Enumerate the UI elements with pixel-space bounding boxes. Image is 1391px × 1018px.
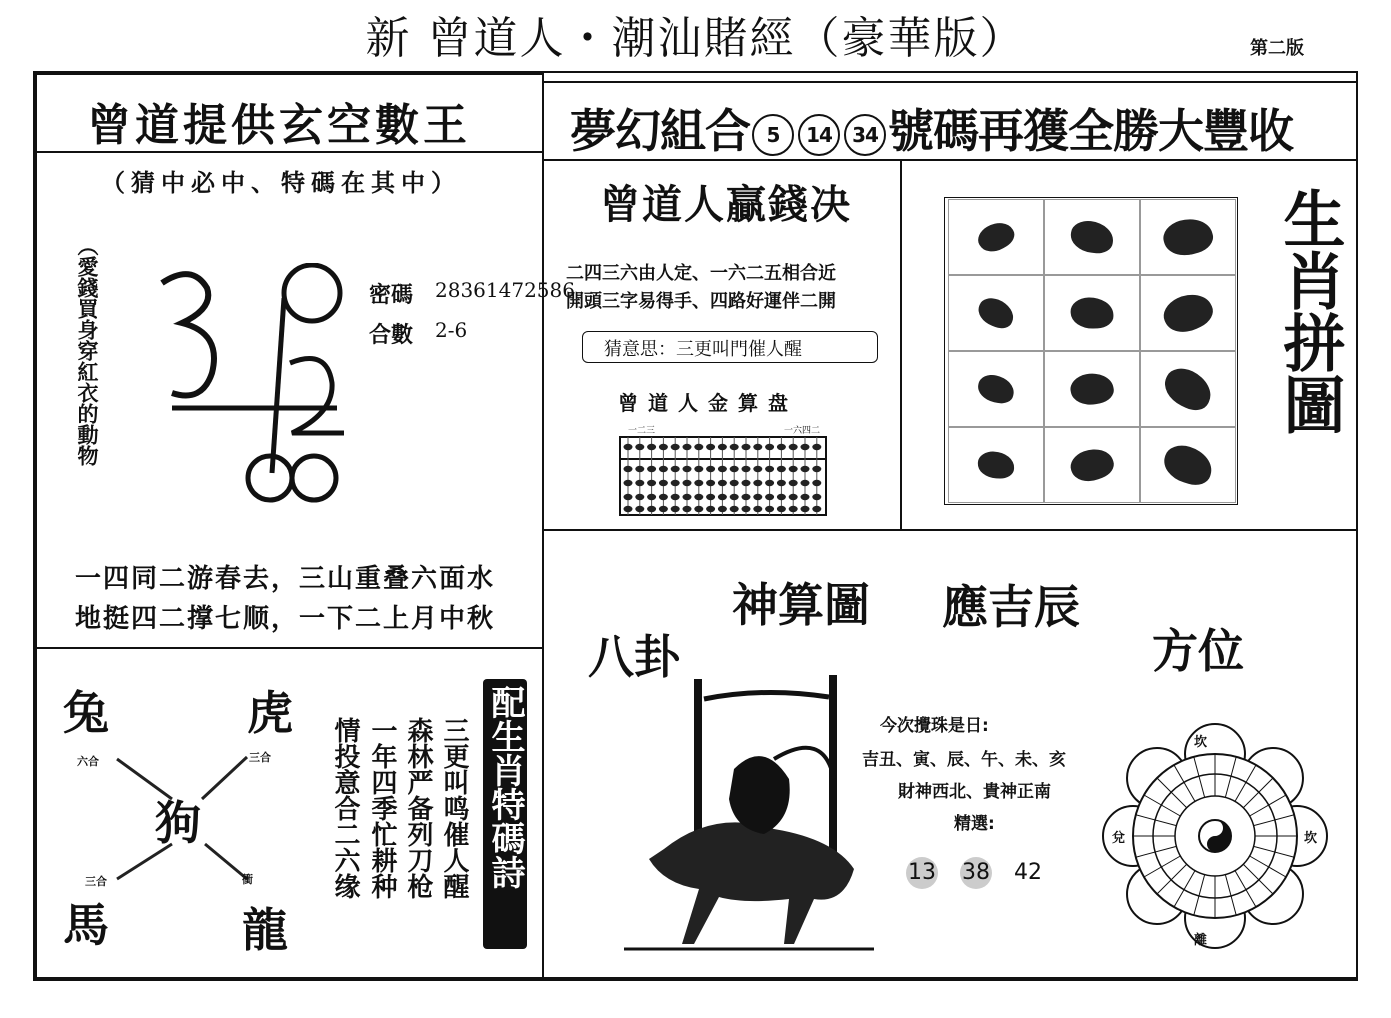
wheel-label-w: 兌 — [1112, 831, 1126, 846]
abacus-bead — [730, 506, 739, 512]
abacus-bead — [624, 494, 633, 500]
abacus-bead — [706, 506, 715, 512]
abacus-bead — [683, 444, 692, 450]
dream-num-3: 34 — [844, 114, 886, 156]
zodiac-puzzle-cell — [1140, 199, 1236, 275]
abacus-bead — [671, 494, 680, 500]
pick-number-1: 13 — [906, 857, 938, 889]
abacus-bead — [718, 494, 727, 500]
zodiac-horse: 馬 — [63, 898, 109, 952]
zodiac-silhouette-icon — [975, 372, 1016, 406]
bagua-panel — [542, 529, 1358, 979]
king-poem-line2: 地挺四二撑七顺，一下二上月中秋 — [75, 604, 496, 634]
abacus-bead — [635, 494, 644, 500]
zodiac-puzzle-cell — [1140, 275, 1236, 351]
abacus-right-label: 一六四二 — [784, 426, 821, 436]
abacus-bead — [683, 466, 692, 472]
zodiac-dog: 狗 — [155, 796, 201, 850]
abacus-bead — [647, 494, 656, 500]
abacus-bead — [789, 494, 798, 500]
zodiac-silhouette-icon — [974, 216, 1019, 257]
edition-label: 第二版 — [1250, 38, 1304, 59]
abacus-bead — [659, 480, 668, 486]
number-formula-drawing — [152, 263, 382, 503]
abacus-bead — [624, 444, 633, 450]
abacus-bead — [659, 506, 668, 512]
dream-suffix: 號碼再獲全勝大豐收 — [888, 104, 1293, 158]
abacus-bead — [742, 466, 751, 472]
code-value: 28361472586 — [435, 278, 575, 302]
abacus-bead — [706, 480, 715, 486]
relation-label-liuhe: 六合 — [77, 755, 99, 768]
abacus-bead — [812, 466, 821, 472]
abacus-bead — [694, 506, 703, 512]
zodiac-silhouette-icon — [1158, 362, 1218, 416]
abacus-bead — [635, 466, 644, 472]
abacus-bead — [730, 494, 739, 500]
pick-number-2: 38 — [960, 857, 992, 889]
abacus-bead — [801, 506, 810, 512]
zodiac-poem-panel — [35, 647, 544, 979]
abacus-bead — [801, 466, 810, 472]
abacus-bead — [765, 444, 774, 450]
zodiac-puzzle-cell — [1140, 351, 1236, 427]
wheel-label-n: 坎 — [1194, 735, 1208, 750]
dream-num-1: 5 — [752, 114, 794, 156]
king-panel — [35, 151, 575, 649]
abacus-left-label: 一二三 — [628, 426, 656, 436]
poem-col-1: 三更叫鸣催人醒 — [439, 717, 469, 899]
today-days: 吉丑、寅、辰、午、未、亥 — [862, 750, 1066, 770]
abacus-bead — [718, 480, 727, 486]
abacus-bead — [812, 444, 821, 450]
wheel-label-e: 坎 — [1304, 831, 1318, 846]
code-label: 密碼 — [369, 283, 414, 308]
dream-banner-text — [570, 95, 1293, 161]
abacus-bead — [671, 480, 680, 486]
page-title: 新 曾道人・潮汕賭經（豪華版） — [365, 13, 1026, 64]
abacus-bead — [706, 466, 715, 472]
abacus-bead — [742, 506, 751, 512]
abacus-bead — [718, 444, 727, 450]
abacus-bead — [812, 480, 821, 486]
king-poem-line1: 一四同二游春去，三山重叠六面水 — [75, 564, 496, 594]
abacus-bead — [753, 506, 762, 512]
abacus-bead — [647, 506, 656, 512]
poem-col-3: 一年四季忙耕种 — [367, 717, 397, 899]
abacus-bead — [801, 444, 810, 450]
abacus-bead — [753, 444, 762, 450]
abacus-bead — [789, 444, 798, 450]
abacus-bead — [777, 480, 786, 486]
king-subtitle: （猜中必中、特碼在其中） — [101, 169, 461, 197]
abacus-bead — [753, 480, 762, 486]
archer-horse-illustration — [624, 669, 894, 959]
zodiac-puzzle-cell — [948, 275, 1044, 351]
abacus-bead — [635, 444, 644, 450]
zodiac-silhouette-icon — [1067, 443, 1118, 487]
zodiac-silhouette-icon — [1068, 370, 1116, 409]
abacus-bead — [742, 480, 751, 486]
zodiac-dragon: 龍 — [242, 903, 288, 957]
abacus-bead — [694, 494, 703, 500]
relation-label-sanhe-bottom: 三合 — [85, 875, 107, 888]
zodiac-puzzle-cell — [1044, 427, 1140, 503]
abacus-bead — [777, 494, 786, 500]
abacus-bead — [624, 506, 633, 512]
abacus-bead — [659, 466, 668, 472]
abacus-bead — [730, 466, 739, 472]
abacus-bead — [765, 506, 774, 512]
puzzle-panel — [900, 159, 1358, 531]
relation-label-chong: 衝 — [242, 873, 253, 886]
dream-prefix: 夢幻組合 — [570, 104, 750, 158]
abacus-bead — [789, 506, 798, 512]
bagua-title-4: 方位 — [1152, 624, 1244, 678]
abacus-bead — [789, 466, 798, 472]
abacus-bead — [742, 494, 751, 500]
win-panel — [542, 159, 902, 531]
pick-number-3: 42 — [1014, 860, 1042, 885]
zodiac-puzzle-cell — [1140, 427, 1236, 503]
guess-text: 猜意思：三更叫門催人醒 — [604, 339, 802, 360]
relation-label-sanhe-top: 三合 — [249, 751, 271, 764]
abacus-bead — [635, 506, 644, 512]
win-line2: 開頭三字易得手、四路好運伴二開 — [566, 291, 836, 312]
zodiac-silhouette-icon — [974, 294, 1018, 332]
zodiac-tiger: 虎 — [247, 686, 293, 740]
bagua-title-1: 八卦 — [588, 630, 680, 684]
zodiac-silhouette-icon — [1070, 297, 1114, 330]
abacus-bead — [765, 480, 774, 486]
abacus-bead — [777, 466, 786, 472]
zodiac-puzzle-cell — [948, 427, 1044, 503]
abacus-bead — [777, 444, 786, 450]
king-title: 曾道提供玄空數王 — [87, 100, 471, 151]
abacus-bead — [706, 444, 715, 450]
abacus-bead — [683, 494, 692, 500]
abacus-bead — [706, 494, 715, 500]
abacus-bead — [765, 466, 774, 472]
abacus-bead — [635, 480, 644, 486]
zodiac-puzzle-cell — [1044, 351, 1140, 427]
abacus-bead — [694, 466, 703, 472]
abacus-bead — [730, 444, 739, 450]
abacus-bead — [647, 480, 656, 486]
zodiac-silhouette-icon — [1160, 213, 1217, 261]
abacus-bead — [683, 506, 692, 512]
abacus-bead — [647, 444, 656, 450]
abacus-bead — [683, 480, 692, 486]
zodiac-puzzle-cell — [1044, 275, 1140, 351]
bagua-title-3: 應吉辰 — [942, 580, 1080, 634]
abacus-bead — [801, 480, 810, 486]
poem-col-2: 森林严备列刀枪 — [403, 717, 433, 899]
zodiac-silhouette-icon — [977, 451, 1015, 479]
king-vertical-hint: （愛錢買身穿紅衣的動物 — [75, 235, 99, 466]
bagua-wheel — [1100, 721, 1330, 951]
today-gods: 財神西北、貴神正南 — [898, 782, 1051, 802]
abacus-bead — [742, 444, 751, 450]
abacus-bead — [718, 466, 727, 472]
zodiac-puzzle-cell — [1044, 199, 1140, 275]
abacus-bead — [765, 494, 774, 500]
abacus-bead — [694, 444, 703, 450]
sum-value: 2-6 — [435, 318, 468, 342]
abacus-bead — [777, 506, 786, 512]
zodiac-silhouette-icon — [1159, 441, 1216, 489]
wheel-label-s: 離 — [1194, 933, 1208, 948]
abacus-bead — [671, 444, 680, 450]
pick-numbers — [906, 857, 1042, 889]
abacus-title: 曾道人金算盘 — [618, 391, 798, 415]
abacus-bead — [659, 494, 668, 500]
zodiac-silhouette-icon — [1158, 286, 1217, 339]
abacus-bead — [789, 480, 798, 486]
abacus-bead — [718, 506, 727, 512]
abacus-bead — [659, 444, 668, 450]
sum-label: 合數 — [369, 323, 414, 348]
zodiac-silhouette-icon — [1069, 219, 1115, 255]
pick-label: 精選: — [954, 814, 995, 834]
abacus-bead — [753, 466, 762, 472]
abacus-bead — [671, 466, 680, 472]
dream-num-2: 14 — [798, 114, 840, 156]
zodiac-puzzle-cell — [948, 199, 1044, 275]
dream-banner — [542, 81, 1358, 161]
abacus-bead — [812, 494, 821, 500]
abacus-bead — [624, 466, 633, 472]
abacus-bead — [801, 494, 810, 500]
abacus-bead — [730, 480, 739, 486]
abacus-drawing — [618, 435, 828, 517]
abacus-bead — [753, 494, 762, 500]
poem-banner: 配生肖特碼詩 — [485, 685, 525, 889]
abacus-bead — [647, 466, 656, 472]
zodiac-puzzle-cell — [948, 351, 1044, 427]
abacus-bead — [694, 480, 703, 486]
abacus-bead — [812, 506, 821, 512]
abacus-bead — [671, 506, 680, 512]
zodiac-image-grid — [948, 199, 1236, 503]
bagua-title-2: 神算圖 — [732, 578, 870, 632]
today-label: 今次攪珠是日: — [880, 716, 989, 736]
poem-col-4: 情投意合二六缘 — [330, 717, 360, 899]
win-title: 曾道人贏錢决 — [600, 181, 852, 228]
king-title-box — [35, 73, 544, 153]
zodiac-rabbit: 兔 — [63, 686, 109, 740]
win-line1: 二四三六由人定、一六二五相合近 — [566, 263, 836, 284]
puzzle-title: 生肖拼圖 — [1273, 187, 1346, 435]
abacus-bead — [624, 480, 633, 486]
